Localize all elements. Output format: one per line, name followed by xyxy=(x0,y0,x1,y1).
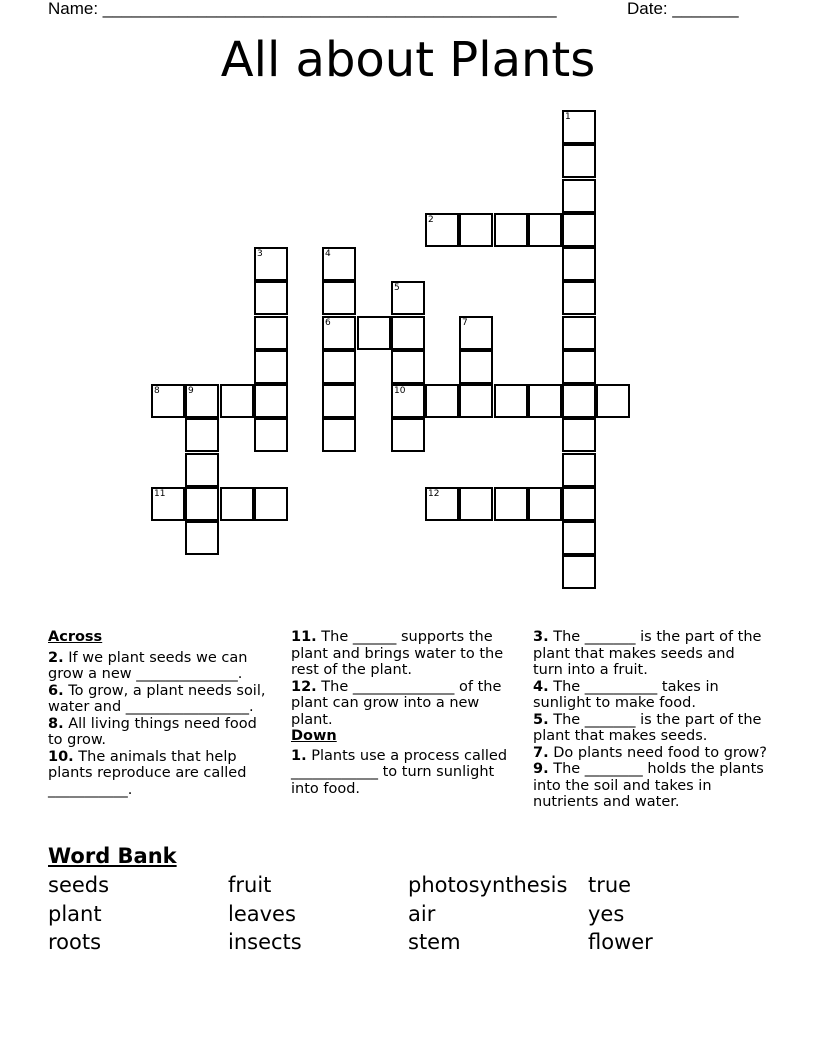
crossword-cell[interactable] xyxy=(459,350,493,384)
crossword-cell[interactable] xyxy=(185,384,219,418)
clue-number: 3 xyxy=(257,249,263,259)
crossword-cell[interactable] xyxy=(254,418,288,452)
crossword-cell[interactable] xyxy=(562,110,596,144)
word-bank-item: air xyxy=(408,902,436,926)
word-bank-item: roots xyxy=(48,930,102,954)
crossword-cell[interactable] xyxy=(528,213,562,247)
crossword-cell[interactable] xyxy=(562,144,596,178)
word-bank-item: leaves xyxy=(228,902,296,926)
word-bank-item: insects xyxy=(228,930,302,954)
crossword-cell[interactable] xyxy=(254,384,288,418)
crossword-cell[interactable] xyxy=(357,316,391,350)
clue-number: 6 xyxy=(325,318,331,328)
crossword-cell[interactable] xyxy=(254,247,288,281)
clue-number: 1 xyxy=(565,112,571,122)
across-clues xyxy=(48,629,270,798)
word-bank-item: plant xyxy=(48,902,102,926)
page-title: All about Plants xyxy=(220,32,596,88)
clue-across-2: 2. If we plant seeds we can grow a new ______________. xyxy=(48,649,248,682)
date-field[interactable]: Date: _______ xyxy=(627,0,739,18)
crossword-cell[interactable] xyxy=(562,555,596,589)
clue-down-5: 5. The _______ is the part of the plant that makes seeds. xyxy=(533,711,762,744)
crossword-cell[interactable] xyxy=(459,384,493,418)
clue-number: 8 xyxy=(154,386,160,396)
crossword-cell[interactable] xyxy=(391,281,425,315)
crossword-cell[interactable] xyxy=(425,213,459,247)
crossword-cell[interactable] xyxy=(322,247,356,281)
crossword-cell[interactable] xyxy=(425,487,459,521)
crossword-cell[interactable] xyxy=(596,384,630,418)
crossword-cell[interactable] xyxy=(322,316,356,350)
crossword-cell[interactable] xyxy=(185,521,219,555)
crossword-cell[interactable] xyxy=(562,179,596,213)
crossword-cell[interactable] xyxy=(562,453,596,487)
word-bank-item: flower xyxy=(588,930,653,954)
crossword-cell[interactable] xyxy=(151,384,185,418)
crossword-cell[interactable] xyxy=(425,384,459,418)
crossword-cell[interactable] xyxy=(391,384,425,418)
clue-number: 5 xyxy=(394,283,400,293)
clues-column-3 xyxy=(533,629,769,811)
crossword-cell[interactable] xyxy=(391,316,425,350)
crossword-cell[interactable] xyxy=(322,281,356,315)
crossword-cell[interactable] xyxy=(254,487,288,521)
crossword-cell[interactable] xyxy=(562,418,596,452)
crossword-cell[interactable] xyxy=(494,384,528,418)
clue-across-6: 6. To grow, a plant needs soil, water and _________________. xyxy=(48,682,266,715)
crossword-cell[interactable] xyxy=(391,350,425,384)
clue-number: 11 xyxy=(154,489,166,499)
word-bank-item: stem xyxy=(408,930,461,954)
crossword-cell[interactable] xyxy=(254,281,288,315)
clue-number: 2 xyxy=(428,215,434,225)
clue-down-7: 7. Do plants need food to grow? xyxy=(533,744,767,761)
crossword-cell[interactable] xyxy=(220,487,254,521)
crossword-cell[interactable] xyxy=(185,418,219,452)
clue-down-4: 4. The __________ takes in sunlight to make food. xyxy=(533,678,719,711)
crossword-cell[interactable] xyxy=(562,213,596,247)
crossword-cell[interactable] xyxy=(562,281,596,315)
clue-across-11: 11. The ______ supports the plant and brings water to the rest of the plant. xyxy=(291,629,504,678)
crossword-cell[interactable] xyxy=(322,350,356,384)
crossword-cell[interactable] xyxy=(459,487,493,521)
clue-down-1: 1. Plants use a process called ____________ to turn sunlight into food. xyxy=(291,747,508,797)
crossword-cell[interactable] xyxy=(562,521,596,555)
crossword-cell[interactable] xyxy=(151,487,185,521)
clue-number: 4 xyxy=(325,249,331,259)
clue-across-8: 8. All living things need food to grow. xyxy=(48,715,257,748)
crossword-cell[interactable] xyxy=(494,487,528,521)
crossword-cell[interactable] xyxy=(459,213,493,247)
word-bank-item: fruit xyxy=(228,873,272,897)
crossword-cell[interactable] xyxy=(185,453,219,487)
across-heading: Across xyxy=(48,629,103,645)
clue-number: 10 xyxy=(394,386,406,396)
crossword-cell[interactable] xyxy=(528,384,562,418)
crossword-cell[interactable] xyxy=(185,487,219,521)
clue-number: 9 xyxy=(188,386,194,396)
crossword-cell[interactable] xyxy=(562,350,596,384)
word-bank-item: photosynthesis xyxy=(408,873,568,897)
word-bank-item: seeds xyxy=(48,873,110,897)
crossword-cell[interactable] xyxy=(254,350,288,384)
clue-down-3: 3. The _______ is the part of the plant that makes seeds and turn into a fruit. xyxy=(533,629,762,678)
crossword-cell[interactable] xyxy=(322,418,356,452)
crossword-cell[interactable] xyxy=(254,316,288,350)
crossword-cell[interactable] xyxy=(562,487,596,521)
word-bank-title: Word Bank xyxy=(48,844,177,868)
clue-down-9: 9. The ________ holds the plants into the soil and takes in nutrients and water. xyxy=(533,761,764,810)
clue-number: 7 xyxy=(462,318,468,328)
crossword-cell[interactable] xyxy=(459,316,493,350)
name-field[interactable]: Name: ________________________________________________ xyxy=(48,0,557,18)
crossword-cell[interactable] xyxy=(322,384,356,418)
crossword-cell[interactable] xyxy=(391,418,425,452)
clue-across-12: 12. The ______________ of the plant can grow into a new plant. xyxy=(291,678,502,728)
crossword-cell[interactable] xyxy=(562,247,596,281)
clue-across-10: 10. The animals that help plants reproduce are called ___________. xyxy=(48,748,247,798)
crossword-cell[interactable] xyxy=(494,213,528,247)
crossword-cell[interactable] xyxy=(562,384,596,418)
clues-column-2 xyxy=(291,629,517,797)
crossword-cell[interactable] xyxy=(220,384,254,418)
word-bank-item: true xyxy=(588,873,632,897)
crossword-cell[interactable] xyxy=(562,316,596,350)
crossword-cell[interactable] xyxy=(528,487,562,521)
down-heading: Down xyxy=(291,728,337,744)
word-bank-item: yes xyxy=(588,902,625,926)
clue-number: 12 xyxy=(428,489,440,499)
